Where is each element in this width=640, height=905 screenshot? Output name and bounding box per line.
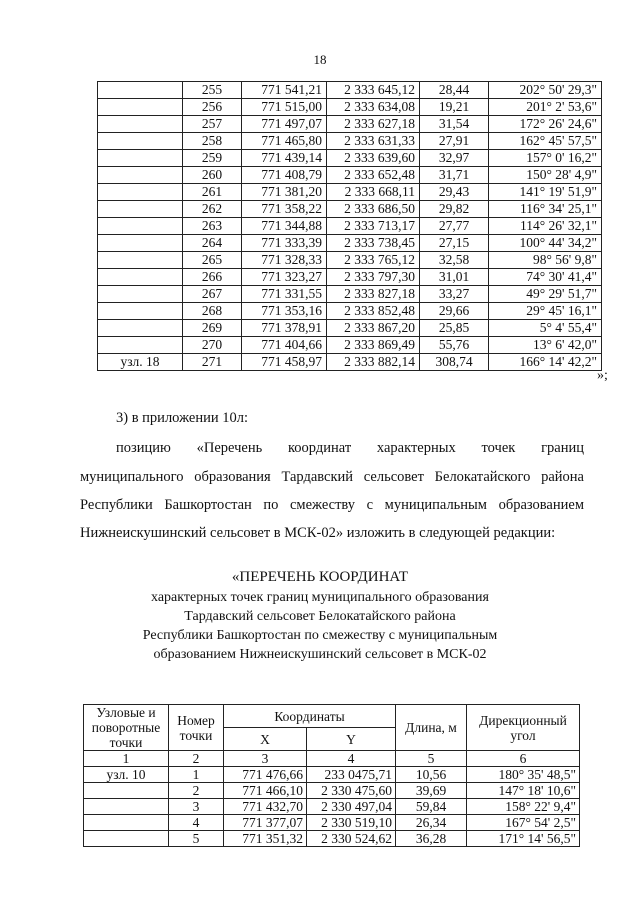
table-cell: 771 328,33 xyxy=(242,252,327,269)
table-cell: 260 xyxy=(183,167,242,184)
table-cell: 5 xyxy=(169,831,224,847)
column-number: 3 xyxy=(224,751,307,767)
table-cell: 29° 45' 16,1" xyxy=(489,303,602,320)
table-cell: 261 xyxy=(183,184,242,201)
table-cell: узл. 10 xyxy=(84,767,169,783)
table-cell: 141° 19' 51,9" xyxy=(489,184,602,201)
heading-line-4: образованием Нижнеискушинский сельсовет в МСК-02 xyxy=(153,647,487,662)
table-cell xyxy=(98,82,183,99)
table-cell: 4 xyxy=(169,815,224,831)
table-cell: 771 333,39 xyxy=(242,235,327,252)
table-cell: 266 xyxy=(183,269,242,286)
header-x: X xyxy=(224,728,307,751)
table-cell: 36,28 xyxy=(396,831,467,847)
table-row xyxy=(98,167,602,184)
table-cell: 27,15 xyxy=(420,235,489,252)
table-cell: 150° 28' 4,9" xyxy=(489,167,602,184)
paragraph-line-2: муниципального образования Тардавский сельсовет Белокатайского района xyxy=(80,469,584,485)
table-row xyxy=(98,184,602,201)
table-row xyxy=(84,831,580,847)
table-cell: 771 541,21 xyxy=(242,82,327,99)
table-cell: 2 333 882,14 xyxy=(327,354,420,371)
table-cell: 258 xyxy=(183,133,242,150)
table-cell: 771 465,80 xyxy=(242,133,327,150)
table-cell: 2 333 869,49 xyxy=(327,337,420,354)
column-number: 2 xyxy=(169,751,224,767)
table-cell: 771 497,07 xyxy=(242,116,327,133)
table-cell: 270 xyxy=(183,337,242,354)
table-cell: 116° 34' 25,1" xyxy=(489,201,602,218)
table-cell: 771 351,32 xyxy=(224,831,307,847)
heading-line-2: Тардавский сельсовет Белокатайского района xyxy=(184,609,456,624)
table-cell: 201° 2' 53,6" xyxy=(489,99,602,116)
table-cell: 29,82 xyxy=(420,201,489,218)
table-cell: 308,74 xyxy=(420,354,489,371)
table-cell: 158° 22' 9,4" xyxy=(467,799,580,815)
table-cell: 180° 35' 48,5" xyxy=(467,767,580,783)
table-cell: 257 xyxy=(183,116,242,133)
heading-title: «ПЕРЕЧЕНЬ КООРДИНАТ xyxy=(231,569,409,585)
table-cell: 167° 54' 2,5" xyxy=(467,815,580,831)
table-cell: 171° 14' 56,5" xyxy=(467,831,580,847)
header-point-number: Номер точки xyxy=(169,705,224,751)
table-cell xyxy=(84,799,169,815)
table-cell: 771 381,20 xyxy=(242,184,327,201)
table-cell: 2 330 519,10 xyxy=(307,815,396,831)
table-cell: 2 333 827,18 xyxy=(327,286,420,303)
table-cell: 27,77 xyxy=(420,218,489,235)
table-row xyxy=(98,218,602,235)
table-row xyxy=(98,354,602,371)
table-cell: 59,84 xyxy=(396,799,467,815)
table-cell: 10,56 xyxy=(396,767,467,783)
table-cell: 172° 26' 24,6" xyxy=(489,116,602,133)
table-cell: 2 333 686,50 xyxy=(327,201,420,218)
table-row xyxy=(98,133,602,150)
table-cell xyxy=(98,269,183,286)
table-cell xyxy=(98,218,183,235)
column-number: 4 xyxy=(307,751,396,767)
paragraph-line-1: позицию «Перечень координат характерных точек границ xyxy=(116,440,584,456)
table-cell: 31,01 xyxy=(420,269,489,286)
table-cell: 2 333 634,08 xyxy=(327,99,420,116)
table-row xyxy=(84,767,580,783)
paragraph-line-3: Республики Башкортостан по смежеству с муниципальным образованием xyxy=(80,497,584,513)
table-cell: 233 0475,71 xyxy=(307,767,396,783)
table-cell: 5° 4' 55,4" xyxy=(489,320,602,337)
table-cell: 31,71 xyxy=(420,167,489,184)
table-cell: 2 330 524,62 xyxy=(307,831,396,847)
table-cell: 771 432,70 xyxy=(224,799,307,815)
table-cell: 264 xyxy=(183,235,242,252)
page-number: 18 xyxy=(313,52,327,67)
table-cell: 771 358,22 xyxy=(242,201,327,218)
table-cell: 259 xyxy=(183,150,242,167)
table-cell: 771 377,07 xyxy=(224,815,307,831)
table-row xyxy=(98,303,602,320)
table-cell: 771 466,10 xyxy=(224,783,307,799)
table-cell: 28,44 xyxy=(420,82,489,99)
table-cell: 32,97 xyxy=(420,150,489,167)
table-cell: 269 xyxy=(183,320,242,337)
table-cell xyxy=(98,337,183,354)
table-cell: 202° 50' 29,3" xyxy=(489,82,602,99)
table-cell: 771 404,66 xyxy=(242,337,327,354)
table-cell: 2 333 852,48 xyxy=(327,303,420,320)
table-row xyxy=(84,799,580,815)
table-cell: узл. 18 xyxy=(98,354,183,371)
table-cell: 771 408,79 xyxy=(242,167,327,184)
table-row xyxy=(98,269,602,286)
table-cell: 263 xyxy=(183,218,242,235)
table-row xyxy=(98,286,602,303)
table-cell: 31,54 xyxy=(420,116,489,133)
table-cell xyxy=(98,320,183,337)
table-cell: 2 333 738,45 xyxy=(327,235,420,252)
table-cell: 2 333 668,11 xyxy=(327,184,420,201)
table-cell: 25,85 xyxy=(420,320,489,337)
table-cell xyxy=(98,201,183,218)
table-cell: 32,58 xyxy=(420,252,489,269)
table-cell: 29,66 xyxy=(420,303,489,320)
table-cell xyxy=(98,133,183,150)
table-cell xyxy=(98,167,183,184)
table-cell xyxy=(98,116,183,133)
table-row xyxy=(98,82,602,99)
table-closing-quote: »; xyxy=(597,368,608,383)
table-cell: 100° 44' 34,2" xyxy=(489,235,602,252)
table-cell: 147° 18' 10,6" xyxy=(467,783,580,799)
table-row xyxy=(98,116,602,133)
table-cell xyxy=(84,831,169,847)
table-cell: 2 333 765,12 xyxy=(327,252,420,269)
table-cell: 29,43 xyxy=(420,184,489,201)
table-cell xyxy=(98,303,183,320)
table-cell: 114° 26' 32,1" xyxy=(489,218,602,235)
table-cell: 268 xyxy=(183,303,242,320)
table-cell: 2 333 713,17 xyxy=(327,218,420,235)
table-cell: 2 333 639,60 xyxy=(327,150,420,167)
table-cell: 771 344,88 xyxy=(242,218,327,235)
table-cell: 162° 45' 57,5" xyxy=(489,133,602,150)
table-cell xyxy=(84,815,169,831)
table-cell: 166° 14' 42,2" xyxy=(489,354,602,371)
table-cell: 771 515,00 xyxy=(242,99,327,116)
heading-line-1: характерных точек границ муниципального образования xyxy=(151,590,489,605)
header-nodal-points: Узловые и поворотные точки xyxy=(84,705,169,751)
table-cell: 771 353,16 xyxy=(242,303,327,320)
table-row xyxy=(84,815,580,831)
table-cell: 771 323,27 xyxy=(242,269,327,286)
table-cell: 771 378,91 xyxy=(242,320,327,337)
table-cell: 33,27 xyxy=(420,286,489,303)
table-cell: 2 333 645,12 xyxy=(327,82,420,99)
heading-line-3: Республики Башкортостан по смежеству с муниципальным xyxy=(142,628,498,643)
table-cell: 2 333 652,48 xyxy=(327,167,420,184)
table-cell xyxy=(98,286,183,303)
table-cell xyxy=(84,783,169,799)
header-coordinates: Координаты xyxy=(224,705,396,728)
table-row xyxy=(98,320,602,337)
table-cell: 271 xyxy=(183,354,242,371)
coordinates-table xyxy=(83,704,580,847)
table-row xyxy=(98,235,602,252)
table-cell xyxy=(98,150,183,167)
table-cell xyxy=(98,184,183,201)
column-number: 1 xyxy=(84,751,169,767)
table-cell: 49° 29' 51,7" xyxy=(489,286,602,303)
table-cell xyxy=(98,252,183,269)
table-row xyxy=(98,201,602,218)
table-cell: 19,21 xyxy=(420,99,489,116)
table-cell: 771 458,97 xyxy=(242,354,327,371)
column-number: 5 xyxy=(396,751,467,767)
table-cell: 262 xyxy=(183,201,242,218)
table-row xyxy=(98,99,602,116)
table-cell: 157° 0' 16,2" xyxy=(489,150,602,167)
table-row xyxy=(98,150,602,167)
table-row xyxy=(98,252,602,269)
table-cell: 13° 6' 42,0" xyxy=(489,337,602,354)
column-number: 6 xyxy=(467,751,580,767)
coordinates-table-continuation xyxy=(97,81,602,371)
table-cell: 26,34 xyxy=(396,815,467,831)
table-row xyxy=(98,337,602,354)
table-cell: 265 xyxy=(183,252,242,269)
table-cell: 2 330 497,04 xyxy=(307,799,396,815)
table-cell: 1 xyxy=(169,767,224,783)
table-cell: 39,69 xyxy=(396,783,467,799)
table-cell: 2 330 475,60 xyxy=(307,783,396,799)
table-cell: 2 333 867,20 xyxy=(327,320,420,337)
paragraph-line-4: Нижнеискушинский сельсовет в МСК-02» изложить в следующей редакции: xyxy=(80,525,556,541)
header-y: Y xyxy=(307,728,396,751)
table-cell: 3 xyxy=(169,799,224,815)
table-cell xyxy=(98,235,183,252)
table-cell: 2 333 627,18 xyxy=(327,116,420,133)
table-cell xyxy=(98,99,183,116)
table-cell: 771 331,55 xyxy=(242,286,327,303)
table-cell: 256 xyxy=(183,99,242,116)
table-cell: 2 333 631,33 xyxy=(327,133,420,150)
table-cell: 74° 30' 41,4" xyxy=(489,269,602,286)
table-cell: 27,91 xyxy=(420,133,489,150)
header-length: Длина, м xyxy=(396,705,467,751)
table-cell: 55,76 xyxy=(420,337,489,354)
table-cell: 771 439,14 xyxy=(242,150,327,167)
table-cell: 771 476,66 xyxy=(224,767,307,783)
table-cell: 98° 56' 9,8" xyxy=(489,252,602,269)
table-cell: 267 xyxy=(183,286,242,303)
table-cell: 255 xyxy=(183,82,242,99)
list-item-3: 3) в приложении 10л: xyxy=(116,410,249,426)
header-direction-angle: Дирекционный угол xyxy=(467,705,580,751)
table-cell: 2 333 797,30 xyxy=(327,269,420,286)
table-cell: 2 xyxy=(169,783,224,799)
table-row xyxy=(84,783,580,799)
